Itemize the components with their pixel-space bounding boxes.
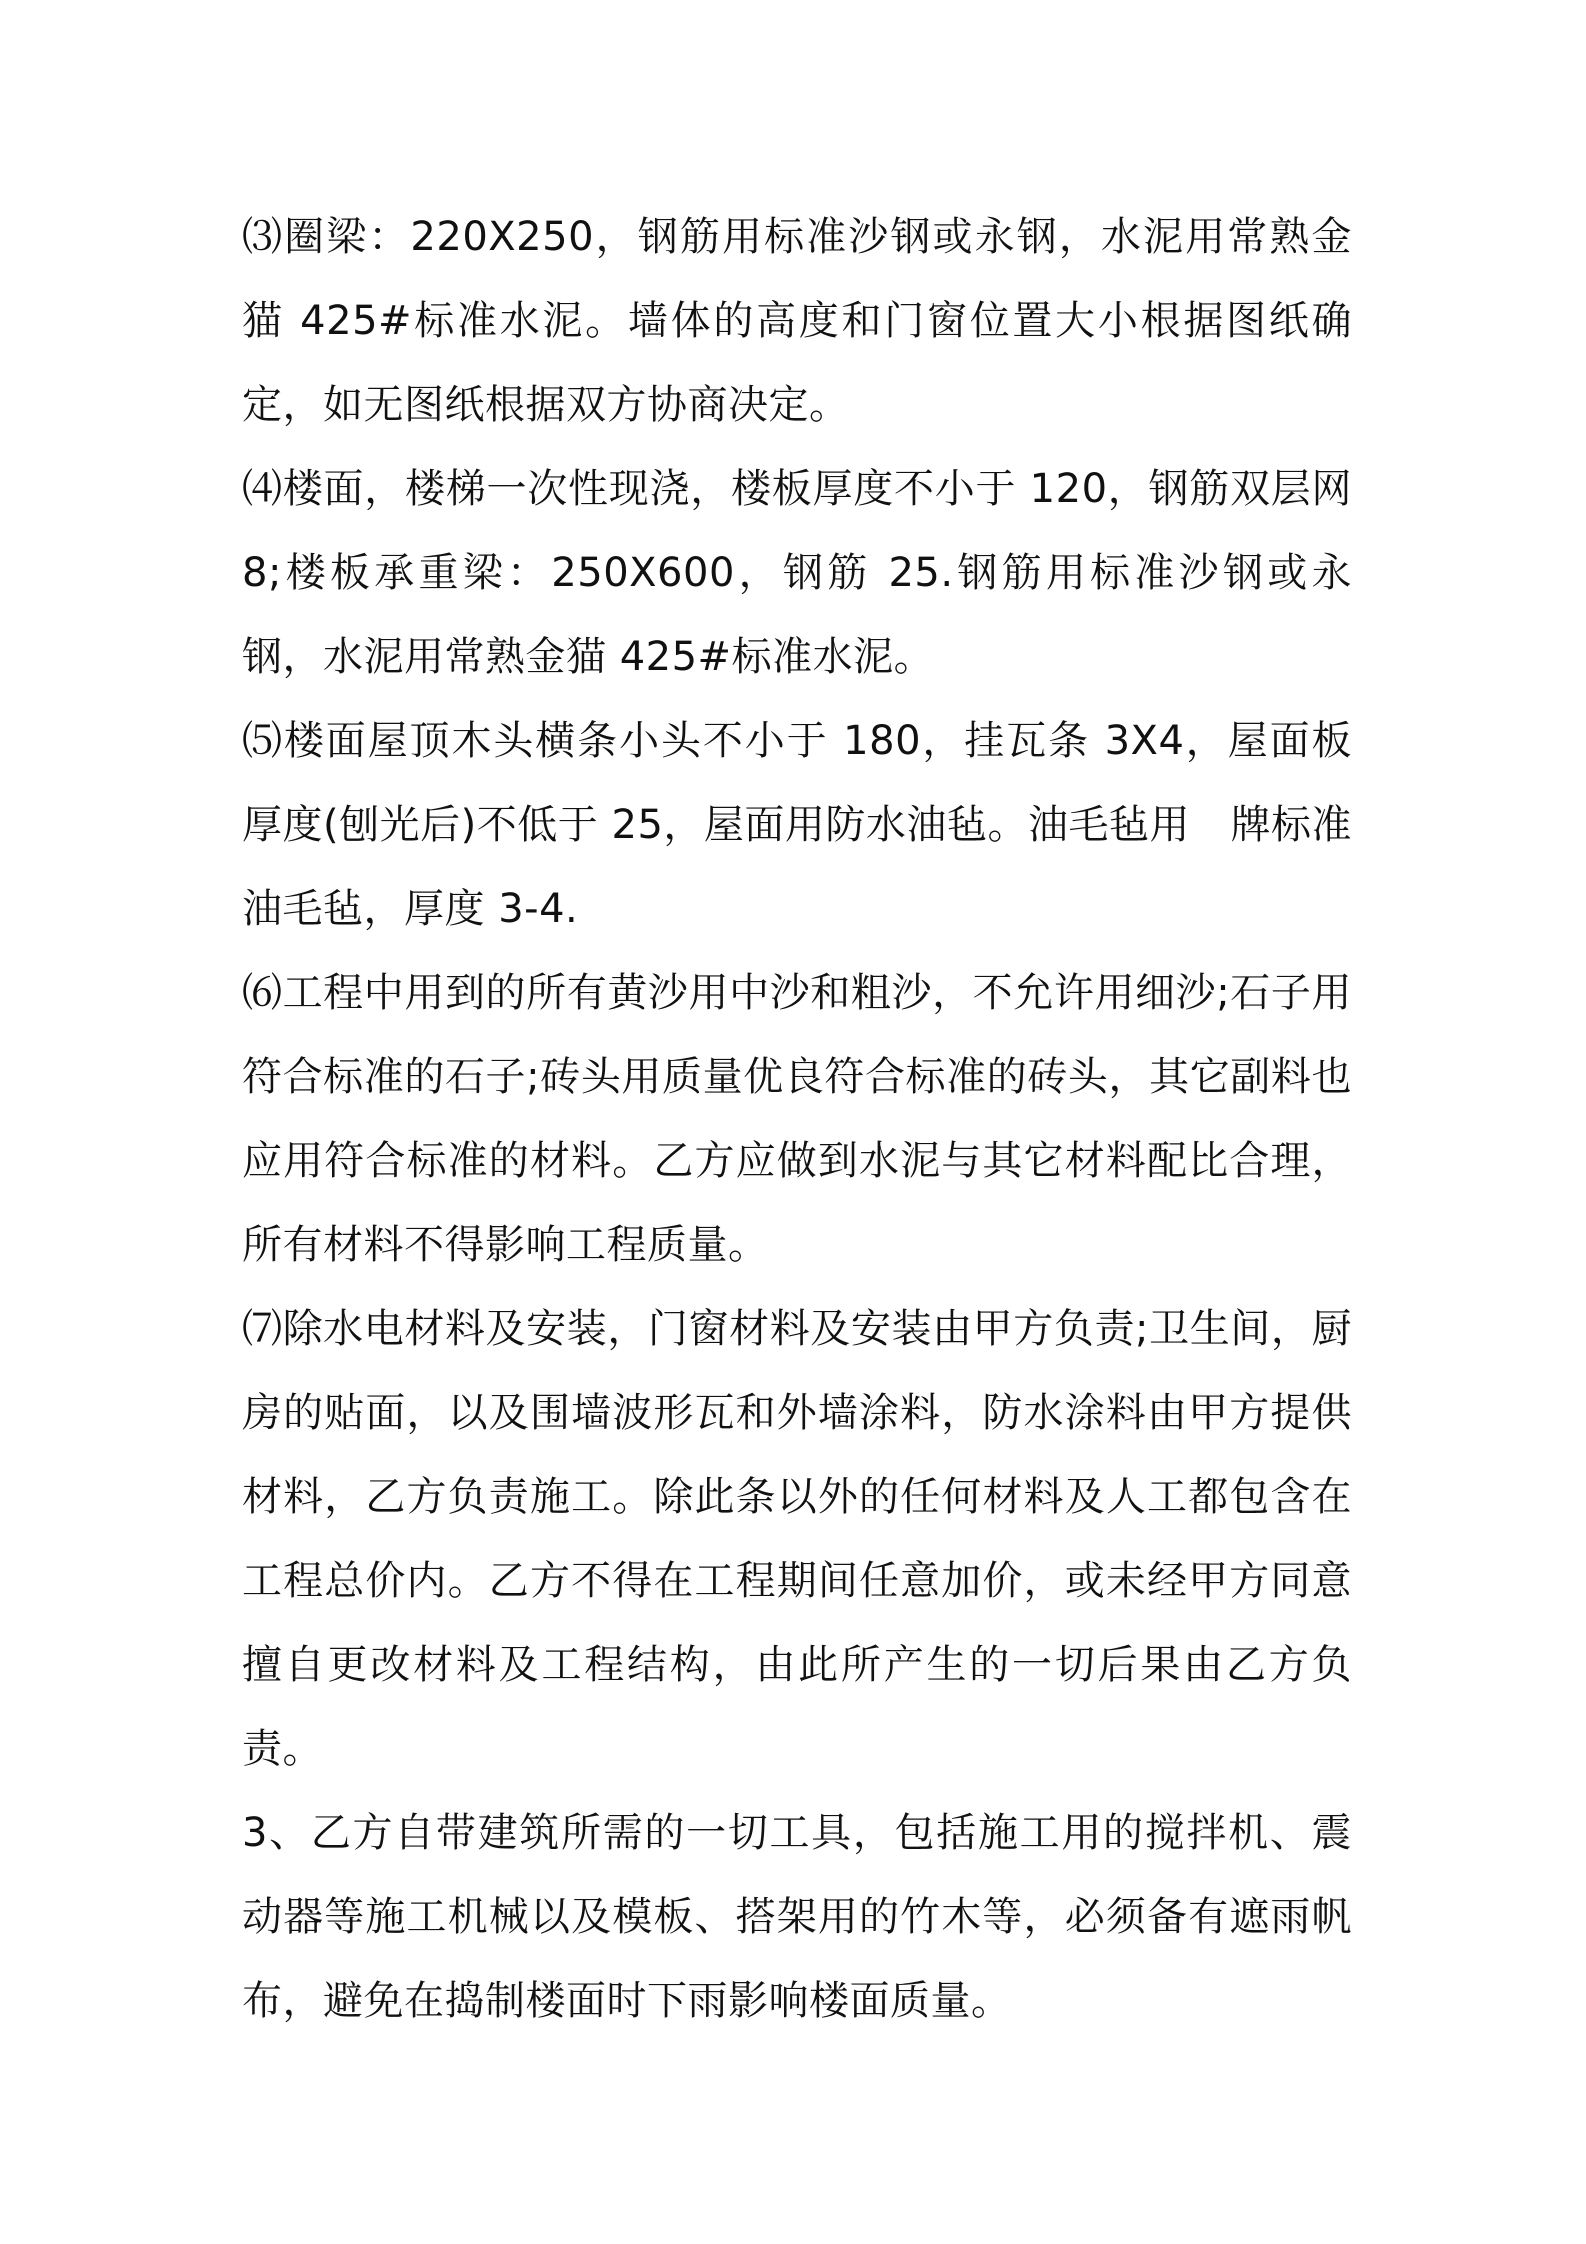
paragraph-responsibilities: ⑺除水电材料及安装，门窗材料及安装由甲方负责;卫生间，厨房的贴面，以及围墙波形瓦和外墙涂料，防水涂料由甲方提供材料，乙方负责施工。除此条以外的任何材料及人工都包含在工程总价内。乙方不得在工程期间任意加价，或未经甲方同意擅自更改材料及工程结构，由此所产生的一切后果由乙方负责。 bbox=[242, 1306, 1352, 1772]
paragraph-materials: ⑹工程中用到的所有黄沙用中沙和粗沙，不允许用细沙;石子用符合标准的石子;砖头用质量优良符合标准的砖头，其它副料也应用符合标准的材料。乙方应做到水泥与其它材料配比合理，所有材料不得影响工程质量。 bbox=[242, 970, 1352, 1268]
paragraph-roof: ⑸楼面屋顶木头横条小头不小于 180，挂瓦条 3X4，屋面板厚度(刨光后)不低于 25，屋面用防水油毡。油毛毡用 牌标准油毛毡，厚度 3-4. bbox=[242, 718, 1352, 932]
paragraph-ring-beam: ⑶圈梁：220X250，钢筋用标准沙钢或永钢，水泥用常熟金猫 425#标准水泥。墙体的高度和门窗位置大小根据图纸确定，如无图纸根据双方协商决定。 bbox=[242, 214, 1352, 428]
paragraph-floor-slab: ⑷楼面，楼梯一次性现浇，楼板厚度不小于 120，钢筋双层网 8;楼板承重梁：250X600，钢筋 25.钢筋用标准沙钢或永钢，水泥用常熟金猫 425#标准水泥。 bbox=[242, 466, 1352, 680]
paragraph-tools: 3、乙方自带建筑所需的一切工具，包括施工用的搅拌机、震动器等施工机械以及模板、搭架用的竹木等，必须备有遮雨帆布，避免在捣制楼面时下雨影响楼面质量。 bbox=[242, 1810, 1352, 2024]
document-page bbox=[242, 195, 1352, 2043]
